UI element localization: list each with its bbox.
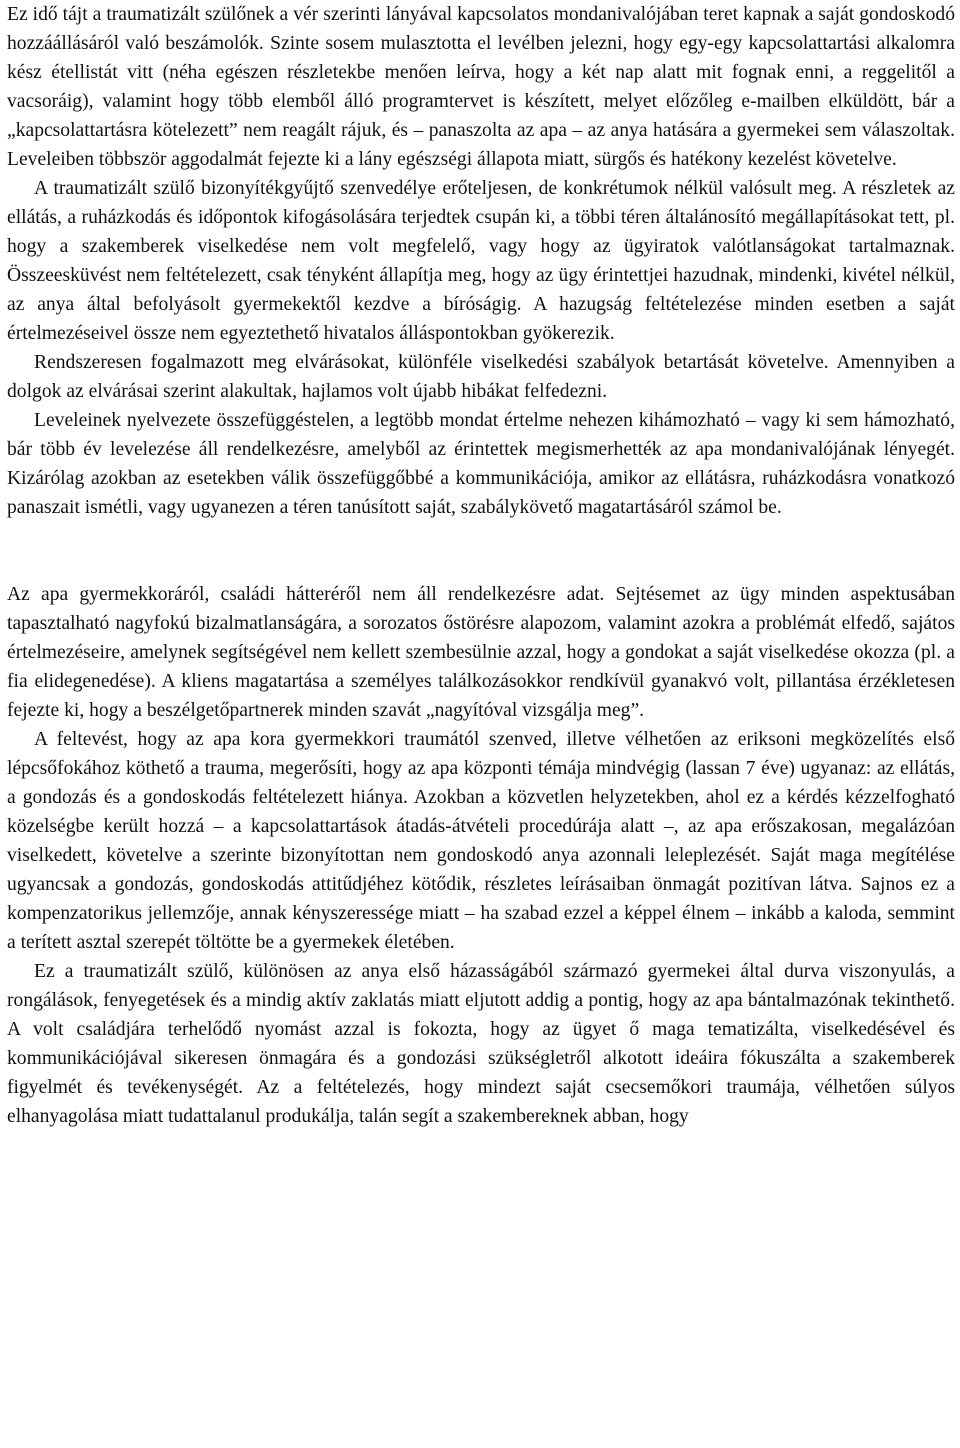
paragraph-5: Az apa gyermekkoráról, családi hátteréről nem áll rendelkezésre adat. Sejtésemet az ügy minden aspektusában tapasztalható nagyfokú bizalmatlanságára, a sorozatos őstörésre alapozom, valamint azokra a problémát elfedő, sajátos értelmezéseire, amelynek segítségével nem kellett szembesülnie azzal, hogy a gondokat a saját viselkedése okozza (pl. a fia elidegenedése). A kliens magatartása a személyes találkozásokkor rendkívül gyanakvó volt, pillantása érzékletesen fejezte ki, hogy a beszélgetőpartnerek minden szavát „nagyítóval vizsgálja meg”. [7,584,955,721]
paragraph-2: A traumatizált szülő bizonyítékgyűjtő szenvedélye erőteljesen, de konkrétumok nélkül valósult meg. A részletek az ellátás, a ruházkodás és időpontok kifogásolására terjedtek csupán ki, a többi téren általánosító megállapításokat tett, pl. hogy a szakemberek viselkedése nem volt megfelelő, vagy hogy az ügyiratok valótlanságokat tartalmaznak. Összeesküvést nem feltételezett, csak tényként állapítja meg, hogy az ügy érintettjei hazudnak, mindenki, kivétel nélkül, az anya által befolyásolt gyermekektől kezdve a bíróságig. A hazugság feltételezése minden esetben a saját értelmezéseivel össze nem egyeztethető hivatalos álláspontokban gyökerezik. [7,178,955,344]
paragraph-6: A feltevést, hogy az apa kora gyermekkori traumától szenved, illetve vélhetően az eriksoni megközelítés első lépcsőfokához köthető a trauma, megerősíti, hogy az apa központi témája mindvégig (lassan 7 éve) ugyanaz: az ellátás, a gondozás és a gondoskodás feltételezett hiánya. Azokban a közvetlen helyzetekben, ahol ez a kérdés kézzelfogható közelségbe került hozzá – a kapcsolattartások átadás-átvételi procedúrája alatt –, az apa erőszakosan, megalázóan viselkedett, követelve a szerinte bizonyítottan nem gondoskodó anya azonnali leleplezését. Saját maga megítélése ugyancsak a gondozás, gondoskodás attitűdjéhez kötődik, részletes leírásaiban önmagát pozitívan látva. Sajnos ez a kompenzatorikus jellemzője, annak kényszeressége miatt – ha szabad ezzel a képpel élnem – inkább a kaloda, semmint a terített asztal szerepét töltötte be a gyermekek életében. [7,729,955,953]
document-page [7,0,955,1131]
paragraph-4: Leveleinek nyelvezete összefüggéstelen, a legtöbb mondat értelme nehezen kihámozható – vagy ki sem hámozható, bár több év levelezése áll rendelkezésre, amelyből az érintettek megismerhették az apa mondanivalójának lényegét. Kizárólag azokban az esetekben válik összefüggőbbé a kommunikációja, amikor az ellátásra, ruházkodásra vonatkozó panaszait ismétli, vagy ugyanezen a téren tanúsított saját, szabálykövető magatartásáról számol be. [7,410,955,518]
paragraph-1: Ez idő tájt a traumatizált szülőnek a vér szerinti lányával kapcsolatos mondanivalójában teret kapnak a saját gondoskodó hozzáállásáról való beszámolók. Szinte sosem mulasztotta el levélben jelezni, hogy egy-egy kapcsolattartási alkalomra kész étellistát vitt (néha egészen részletekbe menően leírva, hogy a két nap alatt mit fognak enni, a reggelitől a vacsoráig), valamint hogy több elemből álló programtervet is készített, melyet előzőleg e-mailben elküldött, bár a „kapcsolattartásra kötelezett” nem reagált rájuk, és – panaszolta az apa – az anya hatására a gyermekei sem válaszoltak. Leveleiben többször aggodalmát fejezte ki a lány egészségi állapota miatt, sürgős és hatékony kezelést követelve. [7,4,955,170]
paragraph-7: Ez a traumatizált szülő, különösen az anya első házasságából származó gyermekei által durva viszonyulás, a rongálások, fenyegetések és a mindig aktív zaklatás miatt eljutott addig a pontig, hogy az apa bántalmazónak tekinthető. A volt családjára terhelődő nyomást azzal is fokozta, hogy az ügyet ő maga tematizálta, viselkedésével és kommunikációjával sikeresen önmagára és a gondozási szükségletről alkotott ideáira fókuszálta a szakemberek figyelmét és tevékenységét. Az a feltételezés, hogy mindezt saját csecsemőkori traumája, vélhetően súlyos elhanyagolása miatt tudattalanul produkálja, talán segít a szakembereknek abban, hogy [7,961,955,1127]
paragraph-3: Rendszeresen fogalmazott meg elvárásokat, különféle viselkedési szabályok betartását követelve. Amennyiben a dolgok az elvárásai szerint alakultak, hajlamos volt újabb hibákat felfedezni. [7,352,955,402]
